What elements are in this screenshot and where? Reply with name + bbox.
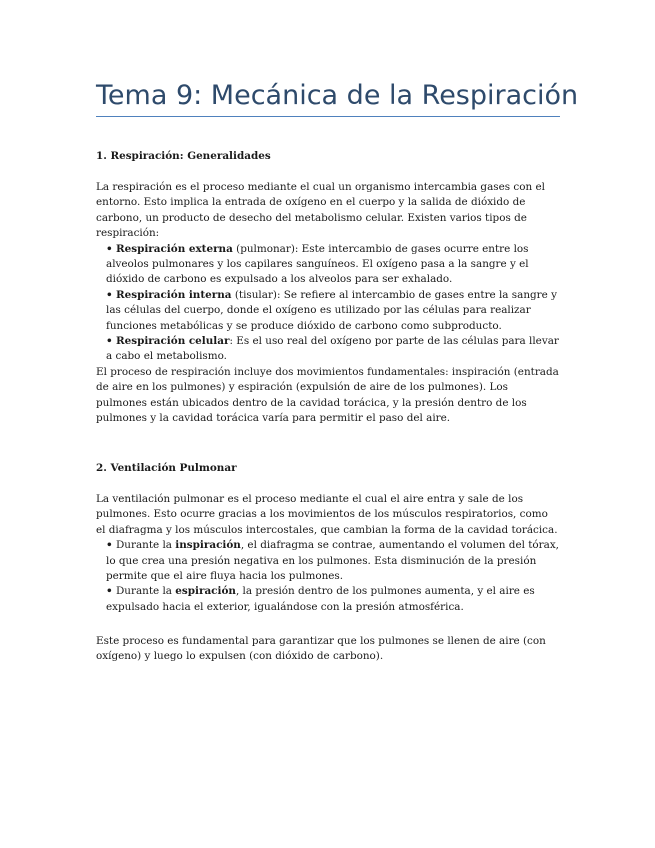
bullet-text: (pulmonar): Este intercambio de gases ocurre entre los alveolos pulmonares y los capilares sanguíneos. El oxígeno pasa a la sangre y el dióxido de carbono es expulsado a los alveolos para ser exhalado. [106,242,529,286]
section-1-body [96,180,560,365]
page-title: Tema 9: Mecánica de la Respiración [96,80,579,111]
bullet-icon: • [106,585,113,598]
bullet-icon: • [106,335,113,348]
section-1-closing: El proceso de respiración incluye dos movimientos fundamentales: inspiración (entrada de aire en los pulmones) y espiración (expulsión de aire de los pulmones). Los pulmones están ubicados dentro de la cavidad torácica, y la presión dentro de los pulmones y la cavidad torácica varía para permitir el paso del aire. [96,366,559,425]
section-2-bullet-1 [96,538,560,584]
bullet-text: (tisular): Se refiere al intercambio de gases entre la sangre y las células del cuerpo, donde el oxígeno es utilizado por las células para realizar funciones metabólicas y se produce dióxido de carbono como subproducto. [106,288,557,332]
bullet-term: Respiración interna [115,288,232,301]
title-underline [96,116,560,117]
section-2-heading: 2. Ventilación Pulmonar [96,462,237,474]
section-1-bullet-1 [96,242,560,288]
section-1-bullet-3 [96,334,560,365]
section-2-body [96,492,560,615]
section-2-closing: Este proceso es fundamental para garantizar que los pulmones se llenen de aire (con oxígeno) y luego lo expulsen (con dióxido de carbono). [96,635,546,663]
bullet-icon: • [106,242,113,255]
bullet-text: , el diafragma se contrae, aumentando el volumen del tórax, lo que crea una presión negativa en los pulmones. Esta disminución de la presión permite que el aire fluya hacia los pulmones. [106,539,559,583]
bullet-text: , la presión dentro de los pulmones aumenta, y el aire es expulsado hacia el exterior, igualándose con la presión atmosférica. [106,585,535,613]
bullet-icon: • [106,288,113,301]
bullet-icon: • [106,539,113,552]
bullet-prefix: Durante la [115,539,176,552]
bullet-term: Respiración celular [115,335,230,348]
bullet-term: inspiración [175,539,241,552]
section-1-intro: La respiración es el proceso mediante el cual un organismo intercambia gases con el entorno. Esto implica la entrada de oxígeno en el cuerpo y la salida de dióxido de carbono, un producto de desecho del metabolismo celular. Existen varios tipos de respiración: [96,181,545,240]
section-2-bullet-2 [96,584,560,615]
section-1-bullet-2 [96,288,560,334]
bullet-term: Respiración externa [115,242,233,255]
bullet-text: : Es el uso real del oxígeno por parte de las células para llevar a cabo el metabolismo. [106,335,559,363]
section-2-intro: La ventilación pulmonar es el proceso mediante el cual el aire entra y sale de los pulmones. Esto ocurre gracias a los movimientos de los músculos respiratorios, como el diafragma y los músculos intercostales, que cambian la forma de la cavidad torácica. [96,493,558,536]
bullet-term: espiración [175,585,236,598]
section-1-heading: 1. Respiración: Generalidades [96,150,271,162]
bullet-prefix: Durante la [115,585,176,598]
